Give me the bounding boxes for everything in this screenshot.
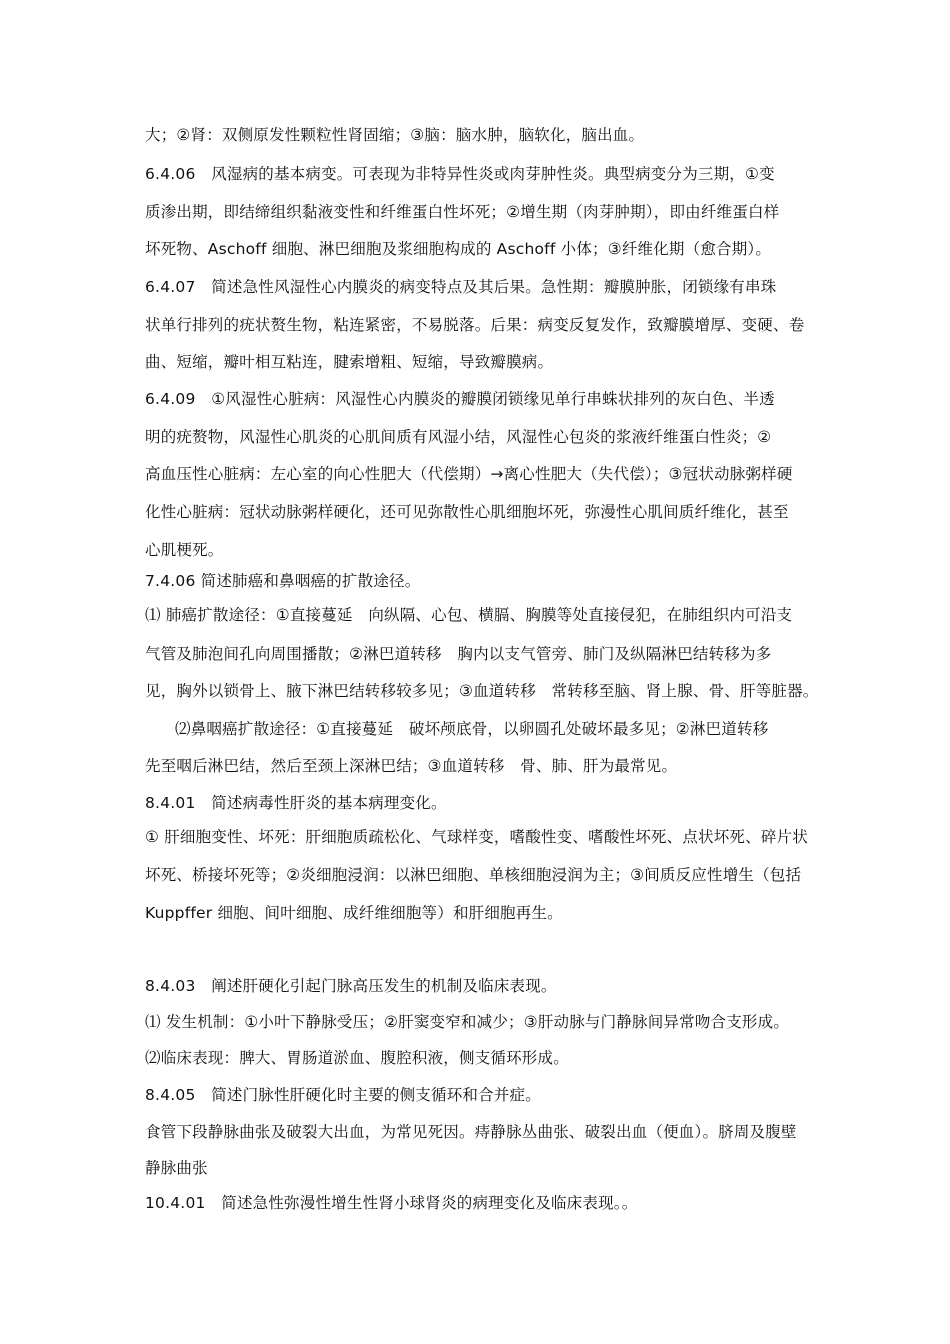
text-line: 坏死、桥接坏死等；②炎细胞浸润：以淋巴细胞、单核细胞浸润为主；③间质反应性增生（包括 bbox=[145, 866, 802, 884]
text-line: 6.4.07 简述急性风湿性心内膜炎的病变特点及其后果。急性期：瓣膜肿胀，闭锁缘有串珠 bbox=[145, 278, 777, 296]
text-line: 食管下段静脉曲张及破裂大出血，为常见死因。痔静脉丛曲张、破裂出血（便血）。脐周及腹壁 bbox=[145, 1123, 797, 1141]
text-line: Kuppffer 细胞、间叶细胞、成纤维细胞等）和肝细胞再生。 bbox=[145, 904, 563, 922]
text-line: 静脉曲张 bbox=[145, 1159, 208, 1177]
text-line: 8.4.05 简述门脉性肝硬化时主要的侧支循环和合并症。 bbox=[145, 1086, 541, 1104]
text-line: 质渗出期，即结缔组织黏液变性和纤维蛋白性坏死；②增生期（肉芽肿期），即由纤维蛋白样 bbox=[145, 203, 780, 221]
text-line: 6.4.09 ①风湿性心脏病：风湿性心内膜炎的瓣膜闭锁缘见单行串蛛状排列的灰白色、半透 bbox=[145, 390, 775, 408]
text-line: 高血压性心脏病：左心室的向心性肥大（代偿期）→离心性肥大（失代偿）；③冠状动脉粥样硬 bbox=[145, 465, 793, 483]
text-line: 状单行排列的疣状赘生物，粘连紧密，不易脱落。后果：病变反复发作，致瓣膜增厚、变硬、卷 bbox=[145, 316, 805, 334]
text-line: ⑵鼻咽癌扩散途径：①直接蔓延 破坏颅底骨，以卵圆孔处破坏最多见；②淋巴道转移 bbox=[175, 720, 769, 738]
text-line: 8.4.03 阐述肝硬化引起门脉高压发生的机制及临床表现。 bbox=[145, 977, 557, 995]
text-line: 气管及肺泡间孔向周围播散；②淋巴道转移 胸内以支气管旁、肺门及纵隔淋巴结转移为多 bbox=[145, 645, 772, 663]
text-line: ① 肝细胞变性、坏死：肝细胞质疏松化、气球样变，嗜酸性变、嗜酸性坏死、点状坏死、碎片状 bbox=[145, 828, 808, 846]
text-line: 8.4.01 简述病毒性肝炎的基本病理变化。 bbox=[145, 794, 447, 812]
text-line: ⑵临床表现：脾大、胃肠道淤血、腹腔积液，侧支循环形成。 bbox=[145, 1049, 569, 1067]
text-line: 坏死物、Aschoff 细胞、淋巴细胞及浆细胞构成的 Aschoff 小体；③纤维化期（愈合期）。 bbox=[145, 240, 772, 258]
text-line: ⑴ 肺癌扩散途径：①直接蔓延 向纵隔、心包、横膈、胸膜等处直接侵犯，在肺组织内可沿支 bbox=[145, 606, 793, 624]
text-line: 7.4.06 简述肺癌和鼻咽癌的扩散途径。 bbox=[145, 572, 421, 590]
text-line: 化性心脏病：冠状动脉粥样硬化，还可见弥散性心肌细胞坏死，弥漫性心肌间质纤维化，甚至 bbox=[145, 503, 789, 521]
text-line: ⑴ 发生机制：①小叶下静脉受压；②肝窦变窄和减少；③肝动脉与门静脉间异常吻合支形成。 bbox=[145, 1013, 790, 1031]
text-line: 曲、短缩，瓣叶相互粘连，腱索增粗、短缩，导致瓣膜病。 bbox=[145, 353, 554, 371]
text-line: 明的疣赘物，风湿性心肌炎的心肌间质有风湿小结，风湿性心包炎的浆液纤维蛋白性炎；② bbox=[145, 428, 772, 446]
text-line: 大；②肾：双侧原发性颗粒性肾固缩；③脑：脑水肿，脑软化，脑出血。 bbox=[145, 126, 645, 144]
text-line: 心肌梗死。 bbox=[145, 541, 224, 559]
text-line: 先至咽后淋巴结，然后至颈上深淋巴结；③血道转移 骨、肺、肝为最常见。 bbox=[145, 757, 678, 775]
text-line: 见，胸外以锁骨上、腋下淋巴结转移较多见；③血道转移 常转移至脑、肾上腺、骨、肝等脏器。 bbox=[145, 682, 819, 700]
text-line: 10.4.01 简述急性弥漫性增生性肾小球肾炎的病理变化及临床表现。。 bbox=[145, 1194, 638, 1212]
text-line: 6.4.06 风湿病的基本病变。可表现为非特异性炎或肉芽肿性炎。典型病变分为三期，①变 bbox=[145, 165, 775, 183]
